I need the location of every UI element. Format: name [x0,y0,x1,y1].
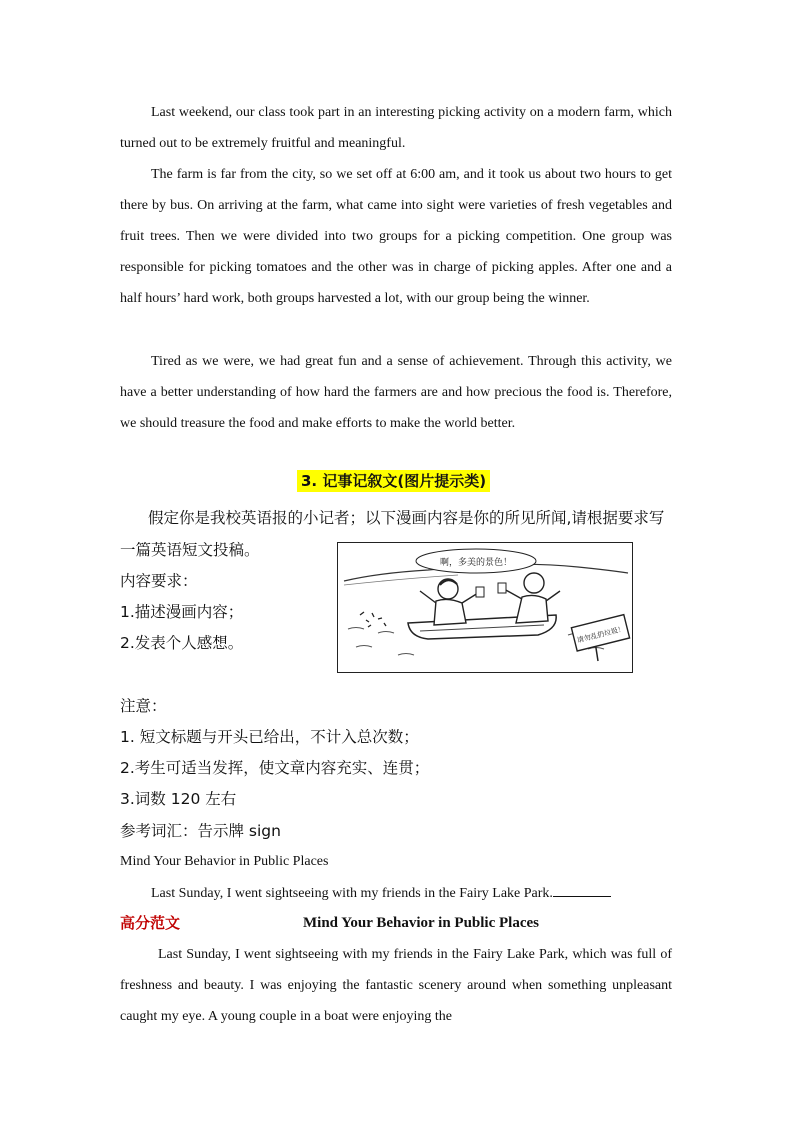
model-essay-text: Last Sunday, I went sightseeing with my friends in the Fairy Lake Park, which was full of freshness and beauty. I was enjoying the fantastic scenery around when something unpleasant caught my eye. A young couple in a boat were enjoying the [120,947,672,1024]
vocab-hint: 参考词汇：告示牌 sign [120,822,281,840]
paragraph-3: Tired as we were, we had great fun and a sense of achievement. Through this activity, we have a better understanding of how hard the farmers are and how precious the food is. Therefore, we should treasure the food and make efforts to make the world better. [120,354,672,431]
paragraph-1: Last weekend, our class took part in an interesting picking activity on a modern farm, which turned out to be extremely fruitful and meaningful. [120,105,672,151]
note-2: 2.考生可适当发挥，使文章内容充实、连贯； [120,759,430,777]
requirements-label: 内容要求： [120,572,198,590]
cartoon-image [337,542,633,673]
model-essay-title: Mind Your Behavior in Public Places [303,915,539,931]
essay-title: Mind Your Behavior in Public Places [120,854,329,869]
notes-label: 注意： [120,697,167,715]
cartoon-drawing [338,543,632,672]
paragraph-2: The farm is far from the city, so we set off at 6:00 am, and it took us about two hours to get there by bus. On arriving at the farm, what came into sight were varieties of fresh vegetables and fruit trees. Then we were divided into two groups for a picking competition. One group was responsible for picking tomatoes and the other was in charge of picking apples. After one and a half hours’ hard work, both groups harvested a lot, with our group being the winner. [120,167,672,306]
answer-blank [553,882,611,897]
essay-opening: Last Sunday, I went sightseeing with my friends in the Fairy Lake Park. [151,882,611,905]
model-essay-label: 高分范文 [120,914,181,932]
section-heading: 3. 记事记叙文(图片提示类) [297,470,490,492]
requirement-1: 1.描述漫画内容； [120,603,244,621]
prompt-intro-line1: 假定你是我校英语报的小记者；以下漫画内容是你的所见所闻,请根据要求写 [148,509,665,527]
prompt-intro-line2: 一篇英语短文投稿。 [120,541,260,559]
cartoon-sign-text: 请勿乱扔垃圾！ [576,624,626,645]
cartoon-speech-text: 啊，多美的景色！ [439,558,513,568]
note-3: 3.词数 120 左右 [120,790,237,808]
note-1: 1. 短文标题与开头已给出，不计入总次数； [120,728,419,746]
requirement-2: 2.发表个人感想。 [120,634,244,652]
